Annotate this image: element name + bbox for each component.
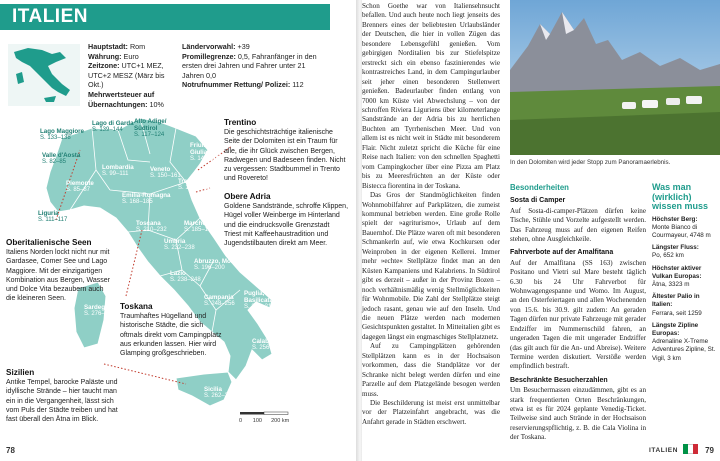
amalfitana-text: Auf der Amalfitana (SS 163) zwischen Positano und Vietri sul Mare besteht täglich 6.30 bis 24 Uhr Fahrverbot für Wohnwagengespanne und Womo. Im August, an den Osterfeiertagen und allen Wochenenden von 15.6. bis 30.9. gilt zudem: An geraden Tagen dürfen nur private Fahrzeuge mit gerader Endziffer im Nummernschild fahren, an ungeraden Tagen die mit ungerader Endziffer (das gilt auch für die An- und Abreise). Weitere Termine werden diskutiert. Verstöße werden empfindlich bestraft. (510, 258, 646, 371)
fact-alcohol-limit: Promillegrenze: 0,5, Fahranfänger in den ersten drei Jahren und Fahrer unter 21 Jahren 0,0 (182, 51, 317, 80)
facts-col-2 (182, 42, 322, 90)
zipline-label: Längste Zipline Europas: (652, 321, 699, 337)
callout-oberitalienische-seen: Oberitalienische Seen Italiens Norden lockt nicht nur mit Gardasee, Comer See und Lago Maggiore. Mit der einzigartigen Kombination aus Bergen, Wasser und Dolce Vita bezaubern auch die kleineren Seen. (6, 238, 111, 303)
region-label-puglia: Puglia, Basilicata S. 200–210 (244, 290, 275, 310)
left-page (0, 0, 358, 461)
fact-currency: Währung: Euro (88, 51, 139, 61)
palio-label: Ältester Palio in Italien: (652, 293, 700, 309)
region-label-sardegna: Sardegna S. 276–286 (84, 304, 115, 317)
intro-paragraph-1: Schon Goethe war von Italiensehnsucht befallen. Und auch heute noch liegt jenseits des Brenners eines der beliebtesten Urlaubsländer der Deutschen, die hier in vollen Zügen das besondere Lebensgefühl genießen. Vom gebirgigen Norditalien bis zur Stiefelspitze erstreckt sich ein ebenso faszinierendes wie kontrastreiches Land, in dem Campingurlauber seit jeher einen besonderen Stellenwert genießen. Badeurlauber finden entlang von 7000 km Küste viel Abwechslung – von der schroffen Riviera Liguriens über kilometerlange Sandstrände an der Adria bis zu herrlichen Buchten am Tyrrhenischen Meer. Und von allem ist es nicht weit in Städte mit besonderem Flair. Nicht zuletzt spricht die Küche für eine Reise nach Italien: von den schnellen Spaghetti vom Campingkocher über eine Pizza am Platz bis zu Meeresfrüchten an der Küste oder Bistecca fiorentina in der Toskana. (362, 2, 500, 190)
callout-obere-adria: Obere Adria Goldene Sandstrände, schroffe Klippen, Hügel voller Weinberge im Hinterland und die eindrucksvolle Grenzstadt Triest mit Kaffeehaustradition und Jugendstilbauten direkt am Meer. (224, 192, 349, 248)
intro-paragraph-4: Die Beschilderung ist meist erst unmittelbar vor der Platzeinfahrt angebracht, was die Anfahrt gerade in Städten erschwert. (362, 399, 500, 426)
region-label-campania: Campania S. 248–256 (204, 294, 235, 307)
italy-flag-icon (683, 444, 698, 454)
callout-toskana: Toskana Traumhaftes Hügelland und historische Städte, die sich oftmals direkt vom Campingplatz aus erkunden lassen. Hier wird Glamping großgeschrieben. (120, 302, 222, 358)
intro-text-column (362, 2, 500, 427)
footer-country: ITALIEN (649, 447, 678, 454)
right-page (362, 0, 720, 461)
photo-caption: In den Dolomiten wird jeder Stopp zum Panoramaerlebnis. (510, 159, 671, 166)
fact-dial-code: Ländervorwahl: +39 (182, 42, 250, 51)
fact-vat: Mehrwertsteuer auf Übernachtungen: 10% (88, 89, 164, 109)
volcano-value: Ätna, 3323 m (652, 280, 690, 288)
visitors-heading: Beschränkte Besucherzahlen (510, 376, 608, 384)
title-bar (0, 4, 330, 30)
region-label-trentino: Trentino S. 124–133 (178, 178, 209, 191)
callout-sizilien: Sizilien Antike Tempel, barocke Paläste und idyllische Strände – hier taucht man ein in die Vergangenheit, lässt sich vom Puls der Städte treiben und hat fast überall den Ätna im Blick. (6, 368, 118, 424)
sosta-heading: Sosta di Camper (510, 197, 566, 205)
visitors-text: Um Besuchermassen einzudämmen, gibt es an stark frequentierten Orten Beschränkungen, etwa ist es für 2024 geplante Venedig-Ticket. Teilweise sind auch Strände in der Hochsaison reservierungspflichtig, z. B. die Cala Violina in der Toskana. (510, 386, 646, 442)
region-label-lago-maggiore: Lago Maggiore S. 133–138 (40, 128, 85, 141)
region-label-lazio: Lazio S. 238–248 (170, 270, 201, 283)
fact-emergency: Notrufnummer Rettung/ Polizei: 112 (182, 80, 304, 90)
dolomites-photo (510, 0, 720, 155)
fact-capital: Hauptstadt: Rom (88, 42, 146, 51)
region-label-liguria: Liguria S. 111–117 (38, 210, 68, 223)
intro-paragraph-3: Auf zu Campingplätzen gehörenden Stellplätzen kann es in der Hochsaison vorkommen, dass die Standplätze vor der Schranke nicht belegt werden dürfen und eine Parzelle auf dem Platzgelände besogen werden muss. (362, 342, 500, 398)
region-label-lago-di-garda: Lago di Garda S. 139–144 (92, 120, 134, 133)
facts-sidebar-heading: Was man (wirklich) wissen muss (652, 182, 709, 211)
highest-mountain-value: Monte Bianco di Courmayeur, 4748 m (652, 223, 711, 239)
region-label-suedtirol: Alto Adige/ Südtirol S. 117–124 (134, 118, 167, 138)
volcano-label: Höchster aktiver Vulkan Europas: (652, 264, 702, 280)
page-number-right: 79 (705, 446, 714, 455)
longest-river-label: Längster Fluss: (652, 244, 699, 252)
region-label-toscana: Toscana S. 210–232 (136, 220, 167, 233)
highest-mountain-label: Höchster Berg: (652, 215, 698, 223)
region-label-valle-daosta: Valle d'Aosta S. 82–85 (42, 152, 81, 165)
facts-sidebar (652, 183, 718, 363)
callout-trentino: Trentino Die geschichtsträchtige italienische Seite der Dolomiten ist ein Traum für alle, die ihr Glück zwischen Bergen, Radwegen und Badeseen finden. Nicht zu vergessen: Stadtbummel in Trento und Rovereto! (224, 118, 346, 183)
region-label-piemonte: Piemonte S. 85–87 (66, 180, 94, 193)
region-label-umbria: Umbria S. 232–238 (164, 238, 195, 251)
specialties-column (510, 183, 646, 443)
region-label-emilia-romagna: Emilia-Romagna S. 168–185 (122, 192, 171, 205)
region-label-sicilia: Sicilia S. 262–276 (204, 386, 235, 399)
amalfitana-heading: Fahrverbote auf der Amalfitana (510, 249, 614, 257)
page-title: ITALIEN (12, 6, 88, 27)
specialties-heading: Besonderheiten (510, 183, 569, 192)
intro-paragraph-2: Das Gros der Standmöglichkeiten finden Wohnmobilfahrer auf Parkplätzen, die zumeist kommunal betrieben werden. Eine große Rolle spielt der »agriturismo«, Urlaub auf dem Bauernhof. Die Plätze waren oft mit besonderen Schmankerln auf, wie etwa Kochkursen oder Weinproben in der eigenen Kellerei. Immer mehr »echte« Stellplätze findet man an den Küsten Kampaniens und Kalabriens. In Südtirol gibt es derzeit – außer in der Provinz Bozen – noch verhältnismäßig wenig Stellmöglichkeiten für Wohnmobile. Die Zahl der Stellplätze steigt jedoch rasant, genau wie auf den Inseln. Und die neuen Plätze werden nach modernen Gesichtspunkten gestaltet. In Mitteitalien gibt es dagegen längst ein engmaschiges Stellplatznetz. (362, 191, 500, 341)
italy-locator-map (8, 44, 80, 106)
region-label-veneto: Veneto S. 150–161 (150, 166, 181, 179)
longest-river-value: Po, 652 km (652, 252, 684, 260)
region-label-abruzzo: Abruzzo, Molise S. 196–200 (194, 258, 242, 271)
page-number-left: 78 (6, 446, 15, 455)
region-label-calabria: Calabria S. 256–262 (252, 338, 283, 351)
region-label-marche: Marche S. 185–196 (184, 220, 215, 233)
region-label-friuli: Friuli Venezia Giulia S. 145–149 (190, 142, 230, 162)
fact-timezone: Zeitzone: UTC+1 MEZ, UTC+2 MESZ (März bis Okt.) (88, 61, 165, 90)
facts-col-1 (88, 42, 182, 109)
zipline-value: Adrenaline X-Treme Adventures Zipline, St. Vigil, 3 km (652, 338, 716, 362)
region-label-lombardia: Lombardia S. 99–111 (102, 164, 134, 177)
map-scale: 0 100 200 km (239, 418, 290, 424)
palio-value: Ferrara, seit 1259 (652, 309, 702, 317)
sosta-text: Auf Sosta-di-camper-Plätzen dürfen keine Tische, Stühle und Vorzelte aufgestellt werden. Das Fahrzeug muss auf den eigenen Reifen stehen, ohne Ausgleichkeile. (510, 206, 646, 244)
